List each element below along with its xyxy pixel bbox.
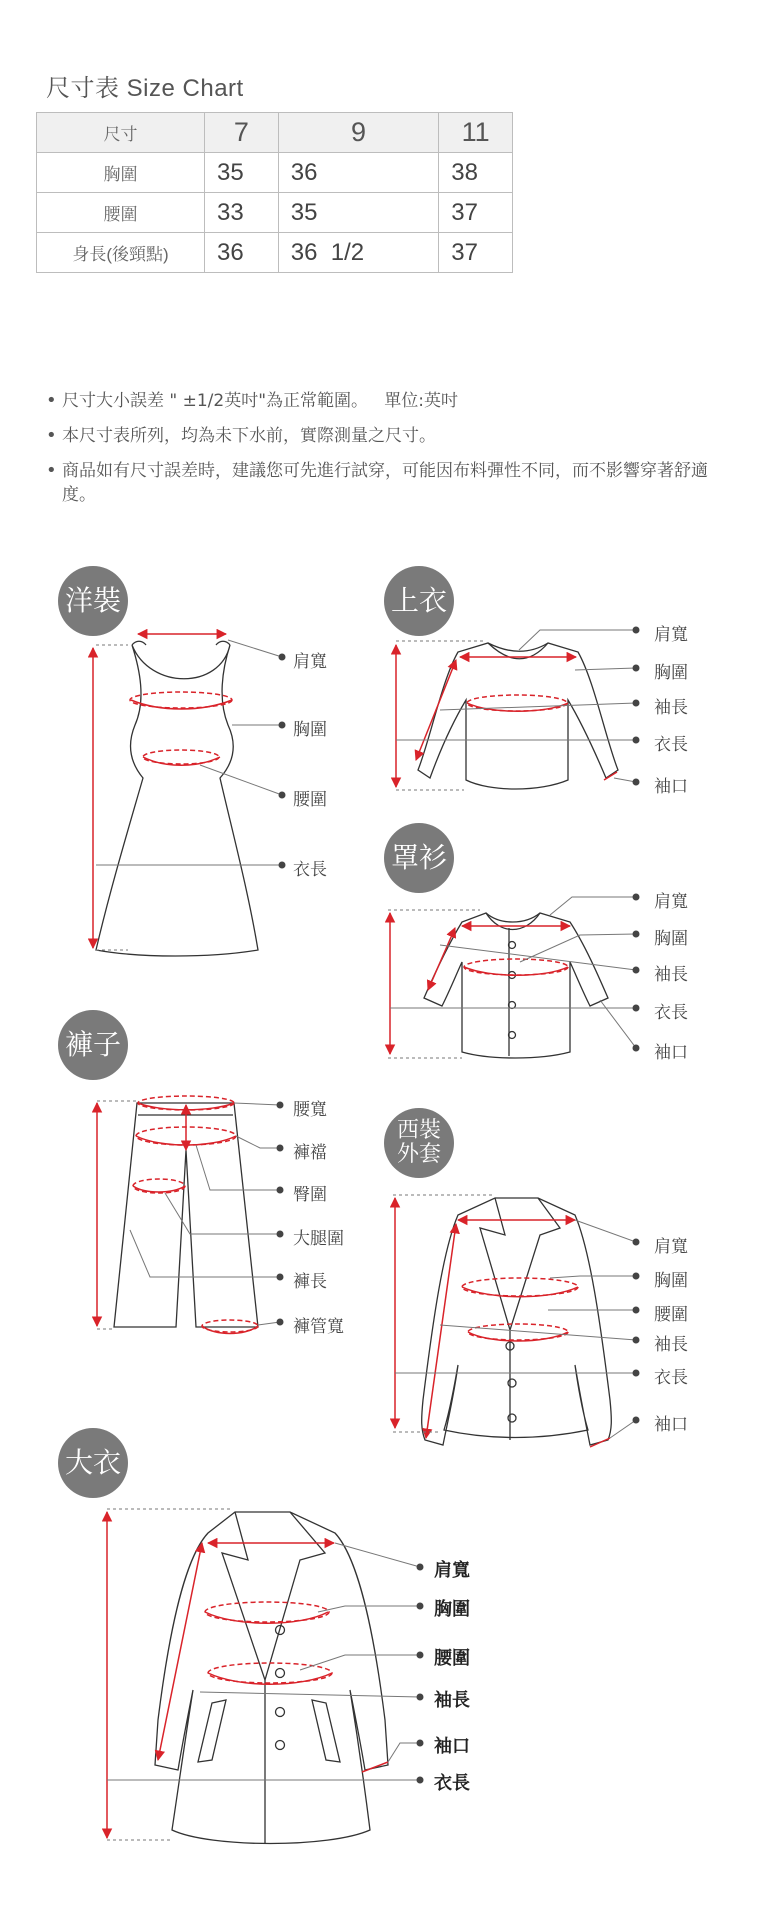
blouse-measures xyxy=(390,913,570,1054)
dress-label-waist: 腰圍 xyxy=(293,790,327,810)
coat-badge: 大衣 xyxy=(58,1428,128,1498)
coat-label-length: 衣長 xyxy=(434,1773,470,1794)
table-cell: 33 xyxy=(205,193,279,233)
table-row-label: 胸圍 xyxy=(37,153,205,193)
dress-measures xyxy=(93,634,232,948)
pants-label-hip: 臀圍 xyxy=(293,1185,327,1205)
table-header-cell: 7 xyxy=(205,113,279,153)
jacket-label-shoulder: 肩寬 xyxy=(654,1237,688,1257)
dress-label-length: 衣長 xyxy=(293,860,327,880)
jacket-diagram xyxy=(422,1198,612,1445)
blouse-label-cuff: 袖口 xyxy=(654,1043,688,1063)
top-dots xyxy=(633,627,640,786)
pants-label-waist: 腰寬 xyxy=(293,1100,327,1120)
dress-badge: 洋裝 xyxy=(58,566,128,636)
jacket-dots xyxy=(633,1239,640,1424)
pants-dots xyxy=(277,1102,284,1326)
top-label-sleeve: 袖長 xyxy=(654,698,688,718)
top-label-chest: 胸圍 xyxy=(654,663,688,683)
blouse-label-chest: 胸圍 xyxy=(654,929,688,949)
pants-leaders xyxy=(97,1101,280,1329)
coat-label-chest: 胸圍 xyxy=(434,1599,470,1620)
dress-label-shoulder: 肩寬 xyxy=(293,652,327,672)
coat-label-sleeve: 袖長 xyxy=(434,1690,470,1711)
coat-diagram xyxy=(155,1512,388,1844)
top-label-shoulder: 肩寬 xyxy=(654,625,688,645)
dress-leaders xyxy=(96,640,282,950)
table-header-cell: 9 xyxy=(278,113,439,153)
blouse-label-shoulder: 肩寬 xyxy=(654,892,688,912)
note-item: • 商品如有尺寸誤差時，建議您可先進行試穿，可能因布料彈性不同，而不影響穿著舒適度。 xyxy=(46,459,726,507)
note-item: • 本尺寸表所列，均為未下水前，實際測量之尺寸。 xyxy=(46,424,726,448)
jacket-label-sleeve: 袖長 xyxy=(654,1335,688,1355)
dress-label-chest: 胸圍 xyxy=(293,720,327,740)
table-cell: 37 xyxy=(439,193,513,233)
jacket-label-chest: 胸圍 xyxy=(654,1271,688,1291)
table-cell: 37 xyxy=(439,233,513,273)
pants-badge: 褲子 xyxy=(58,1010,128,1080)
top-label-cuff: 袖口 xyxy=(654,777,688,797)
page-title: 尺寸表 Size Chart xyxy=(46,75,244,102)
coat-label-shoulder: 肩寬 xyxy=(434,1560,470,1581)
table-header-cell: 尺寸 xyxy=(37,113,205,153)
table-row-label: 腰圍 xyxy=(37,193,205,233)
table-cell: 38 xyxy=(439,153,513,193)
table-cell: 35 xyxy=(278,193,439,233)
jacket-measures xyxy=(395,1198,610,1447)
dress-dots xyxy=(279,654,286,869)
top-measures xyxy=(396,645,617,787)
blouse-badge: 罩衫 xyxy=(384,823,454,893)
jacket-label-cuff: 袖口 xyxy=(654,1415,688,1435)
top-diagram xyxy=(418,643,618,789)
blouse-dots xyxy=(633,894,640,1052)
table-cell: 36 xyxy=(278,153,439,193)
note-item: • 尺寸大小誤差 " ±1/2英吋"為正常範圍。 單位:英吋 xyxy=(46,389,726,413)
coat-dots xyxy=(417,1564,424,1784)
table-cell: 36 1/2 xyxy=(278,233,439,273)
coat-label-cuff: 袖口 xyxy=(434,1736,470,1757)
jacket-label-length: 衣長 xyxy=(654,1368,688,1388)
pants-label-thigh: 大腿圍 xyxy=(293,1229,344,1249)
jacket-badge xyxy=(384,1108,454,1178)
blouse-label-length: 衣長 xyxy=(654,1003,688,1023)
coat-measures xyxy=(107,1512,388,1838)
jacket-label-waist: 腰圍 xyxy=(654,1305,688,1325)
table-cell: 36 xyxy=(205,233,279,273)
jacket-badge-line1: 西裝 xyxy=(396,1118,441,1143)
pants-label-hem: 褲管寬 xyxy=(293,1317,344,1337)
table-header-cell: 11 xyxy=(439,113,513,153)
pants-label-length: 褲長 xyxy=(293,1272,327,1292)
blouse-label-sleeve: 袖長 xyxy=(654,965,688,985)
pants-label-rise: 褲襠 xyxy=(293,1143,327,1163)
table-cell: 35 xyxy=(205,153,279,193)
coat-label-waist: 腰圍 xyxy=(434,1648,470,1669)
top-badge: 上衣 xyxy=(384,566,454,636)
top-label-length: 衣長 xyxy=(654,735,688,755)
table-row-label: 身長(後頸點) xyxy=(37,233,205,273)
dress-diagram xyxy=(96,641,258,956)
jacket-badge-line2: 外套 xyxy=(396,1142,441,1167)
